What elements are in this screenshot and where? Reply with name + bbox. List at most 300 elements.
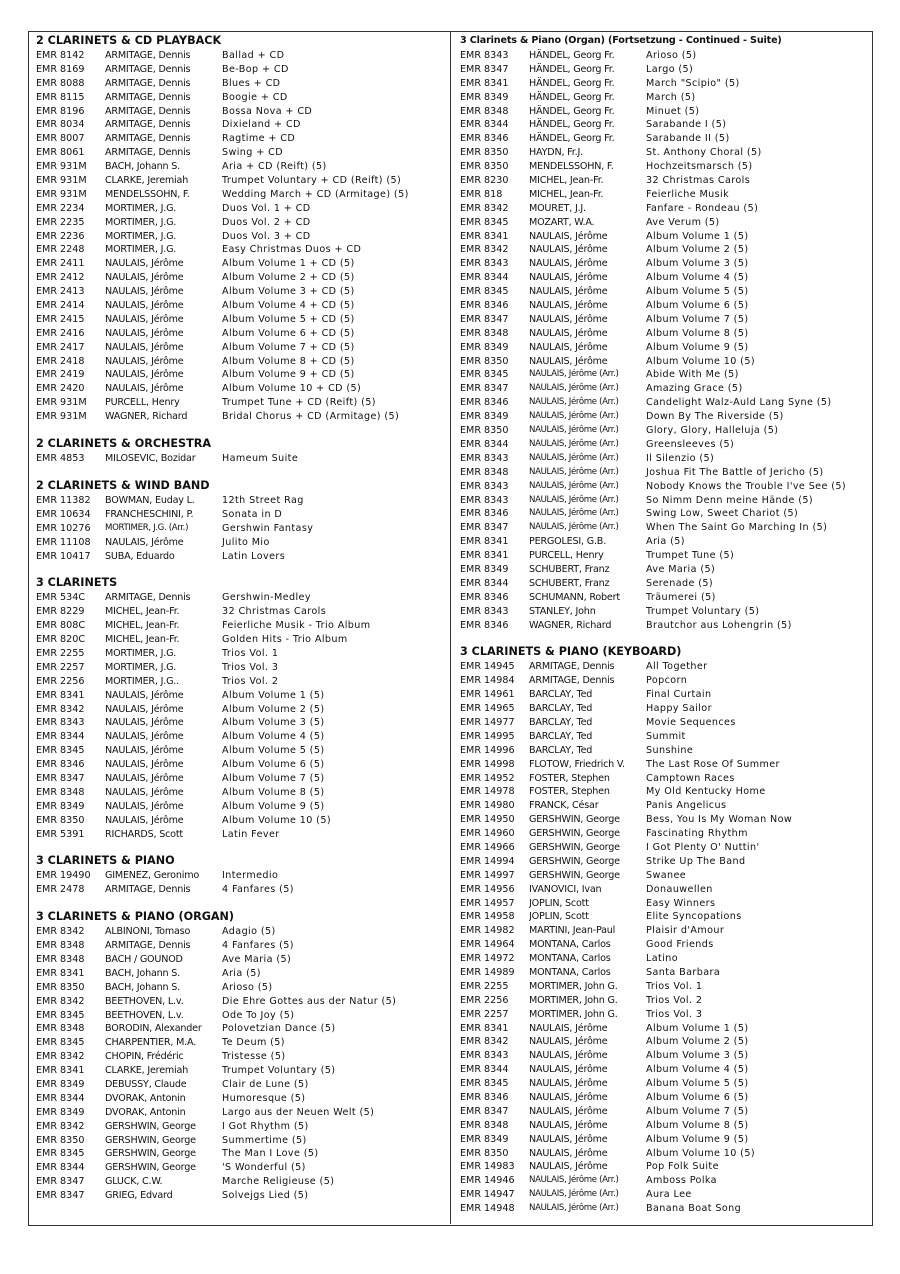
catalog-row: [460, 355, 870, 369]
catalog-row: [460, 1202, 870, 1216]
catalog-number: EMR 8341: [36, 689, 85, 701]
section-3-clarinets: [36, 563, 444, 841]
section-heading: 2 CLARINETS & WIND BAND: [36, 478, 210, 492]
catalog-number: EMR 8348: [460, 1119, 509, 1131]
section-gap: [36, 841, 444, 853]
catalog-number: EMR 14960: [460, 828, 515, 840]
work-title: Album Volume 8 (5): [646, 327, 749, 339]
composer: DVORAK, Antonin: [105, 1106, 186, 1118]
catalog-row: [36, 327, 444, 341]
work-title: Bess, You Is My Woman Now: [646, 814, 793, 826]
catalog-number: EMR 8343: [36, 717, 85, 729]
catalog-row: [36, 550, 444, 564]
composer: NAULAIS, Jérôme: [105, 369, 184, 381]
composer: HÄNDEL, Georg Fr.: [529, 50, 615, 61]
catalog-row: [460, 869, 870, 883]
catalog-row: [460, 1174, 870, 1188]
catalog-row: [460, 410, 870, 424]
catalog-number: EMR 8345: [36, 1148, 85, 1160]
section-heading: 2 CLARINETS & CD PLAYBACK: [36, 34, 222, 47]
catalog-row: [36, 758, 444, 772]
composer: NAULAIS, Jérôme (Arr.): [529, 508, 619, 519]
work-title: Album Volume 9 (5): [646, 341, 749, 353]
catalog-row: [460, 299, 870, 313]
catalog-number: EMR 8342: [460, 202, 509, 214]
catalog-number: EMR 14950: [460, 814, 515, 826]
composer: NAULAIS, Jérôme (Arr.): [529, 369, 619, 380]
composer: BACH, Johann S.: [105, 161, 180, 173]
work-title: Banana Boat Song: [646, 1203, 742, 1215]
catalog-number: EMR 8343: [460, 480, 509, 492]
work-title: Golden Hits - Trio Album: [222, 634, 348, 646]
catalog-row: [460, 980, 870, 994]
catalog-number: EMR 8342: [36, 1120, 85, 1132]
composer: MORTIMER, J.G..: [105, 675, 180, 687]
catalog-number: EMR 8343: [460, 494, 509, 506]
work-title: Easy Winners: [646, 897, 716, 909]
composer: MORTIMER, J.G.: [105, 661, 177, 673]
catalog-row: [460, 535, 870, 549]
composer: NAULAIS, Jérôme: [529, 1161, 608, 1173]
composer: RICHARDS, Scott: [105, 828, 183, 840]
work-title: Strike Up The Band: [646, 855, 746, 867]
composer: GERSHWIN, George: [529, 841, 620, 853]
composer: GERSHWIN, George: [529, 855, 620, 867]
catalog-row: [36, 341, 444, 355]
composer: NAULAIS, Jérôme (Arr.): [529, 452, 619, 463]
work-title: St. Anthony Choral (5): [646, 147, 762, 159]
catalog-row: [36, 716, 444, 730]
catalog-row: [460, 1119, 870, 1133]
work-title: Album Volume 10 (5): [646, 355, 755, 367]
work-title: 4 Fanfares (5): [222, 884, 294, 896]
work-title: Solvejgs Lied (5): [222, 1190, 309, 1202]
catalog-number: EMR 8349: [36, 1079, 85, 1090]
catalog-row: [460, 216, 870, 230]
catalog-number: EMR 2416: [36, 327, 85, 339]
composer: DEBUSSY, Claude: [105, 1079, 187, 1090]
catalog-number: EMR 14983: [460, 1161, 515, 1173]
composer: MORTIMER, John G.: [529, 1008, 618, 1020]
work-title: Julito Mio: [222, 536, 270, 548]
work-title: Album Volume 9 (5): [646, 1133, 749, 1145]
composer: NAULAIS, Jérôme: [529, 1050, 608, 1062]
catalog-number: EMR 14965: [460, 703, 515, 715]
work-title: Abide With Me (5): [646, 369, 739, 381]
work-title: Hochzeitsmarsch (5): [646, 161, 753, 173]
composer: BARCLAY, Ted: [529, 716, 593, 728]
composer: FLOTOW, Friedrich V.: [529, 758, 625, 770]
work-title: Album Volume 5 (5): [646, 1078, 749, 1090]
work-title: Album Volume 5 + CD (5): [222, 313, 355, 325]
catalog-number: EMR 2255: [36, 647, 85, 659]
catalog-number: EMR 8346: [460, 300, 509, 312]
composer: NAULAIS, Jérôme: [105, 703, 184, 715]
work-title: Album Volume 2 (5): [646, 1036, 749, 1048]
catalog-number: EMR 8229: [36, 606, 85, 618]
composer: WAGNER, Richard: [105, 411, 188, 423]
catalog-row: [36, 1147, 444, 1161]
catalog-number: EMR 8346: [460, 619, 509, 631]
catalog-number: EMR 8350: [36, 981, 85, 993]
composer: NAULAIS, Jérôme (Arr.): [529, 411, 619, 422]
catalog-number: EMR 8341: [460, 77, 509, 89]
catalog-row: [460, 827, 870, 841]
composer: FOSTER, Stephen: [529, 772, 610, 784]
catalog-row: [36, 828, 444, 842]
catalog-row: [36, 216, 444, 230]
catalog-number: EMR 8349: [36, 1106, 85, 1118]
catalog-number: EMR 8344: [36, 731, 85, 743]
catalog-number: EMR 2418: [36, 355, 85, 367]
catalog-row: [36, 146, 444, 160]
composer: NAULAIS, Jérôme: [529, 1105, 608, 1117]
composer: BARCLAY, Ted: [529, 744, 593, 756]
work-title: Latin Lovers: [222, 550, 286, 562]
catalog-number: EMR 8196: [36, 105, 85, 117]
catalog-number: EMR 8349: [460, 563, 509, 575]
catalog-row: [460, 813, 870, 827]
catalog-number: EMR 2234: [36, 202, 85, 214]
work-title: Ave Maria (5): [222, 953, 292, 965]
work-title: Ragtime + CD: [222, 133, 296, 145]
catalog-number: EMR 8345: [36, 1009, 85, 1021]
composer: BACH, Johann S.: [105, 967, 180, 979]
composer: NAULAIS, Jérôme: [529, 1133, 608, 1145]
catalog-number: EMR 8349: [460, 91, 509, 103]
composer: NAULAIS, Jérôme: [105, 355, 184, 367]
catalog-number: EMR 8344: [460, 438, 509, 450]
catalog-number: EMR 8347: [460, 383, 509, 395]
catalog-row: [36, 1022, 444, 1036]
work-title: Largo aus der Neuen Welt (5): [222, 1106, 375, 1118]
work-title: Album Volume 1 (5): [646, 1022, 749, 1034]
catalog-row: [460, 382, 870, 396]
catalog-number: EMR 8347: [36, 1176, 85, 1188]
catalog-row: [460, 952, 870, 966]
catalog-number: EMR 14997: [460, 869, 515, 881]
catalog-number: EMR 8169: [36, 63, 85, 75]
composer: NAULAIS, Jérôme (Arr.): [529, 397, 619, 408]
composer: MORTIMER, John G.: [529, 994, 618, 1006]
catalog-number: EMR 931M: [36, 188, 87, 200]
catalog-row: [36, 1064, 444, 1078]
catalog-number: EMR 8343: [460, 50, 509, 61]
section-gap: [36, 897, 444, 909]
catalog-row: [460, 438, 870, 452]
catalog-number: EMR 14982: [460, 925, 515, 937]
catalog-row: [460, 146, 870, 160]
catalog-row: [460, 1022, 870, 1036]
catalog-row: [460, 1035, 870, 1049]
composer: NAULAIS, Jérôme (Arr.): [529, 425, 619, 436]
composer: GERSHWIN, George: [529, 869, 620, 881]
catalog-number: EMR 8347: [460, 63, 509, 75]
catalog-row: [460, 716, 870, 730]
composer: HÄNDEL, Georg Fr.: [529, 119, 615, 131]
composer: HÄNDEL, Georg Fr.: [529, 77, 615, 89]
catalog-number: EMR 8344: [460, 577, 509, 589]
work-title: Aria + CD (Reift) (5): [222, 161, 327, 173]
work-title: Album Volume 2 (5): [646, 244, 749, 256]
catalog-number: EMR 14998: [460, 758, 515, 770]
catalog-number: EMR 8343: [460, 605, 509, 617]
work-title: Nobody Knows the Trouble I've See (5): [646, 480, 847, 492]
catalog-number: EMR 8350: [36, 814, 85, 826]
composer: MILOSEVIC, Bozidar: [105, 453, 196, 465]
composer: MORTIMER, J.G. (Arr.): [105, 522, 189, 533]
catalog-number: EMR 8034: [36, 119, 85, 131]
work-title: Gershwin Fantasy: [222, 522, 314, 534]
work-title: Trios Vol. 2: [222, 675, 279, 687]
catalog-number: EMR 8345: [460, 216, 509, 228]
composer: NAULAIS, Jérôme: [529, 1092, 608, 1104]
composer: MORTIMER, J.G.: [105, 230, 177, 242]
composer: MICHEL, Jean-Fr.: [105, 606, 180, 618]
composer: BACH / GOUNOD: [105, 953, 183, 965]
catalog-row: [460, 480, 870, 494]
work-title: Feierliche Musik - Trio Album: [222, 620, 371, 632]
work-title: Trumpet Voluntary (5): [222, 1065, 336, 1077]
work-title: Album Volume 7 (5): [222, 772, 325, 784]
section-3-clarinets-piano-organ-fortsetzung-cont: [460, 33, 870, 632]
composer: ARMITAGE, Dennis: [105, 147, 191, 159]
catalog-row: [36, 591, 444, 605]
catalog-number: EMR 2257: [36, 661, 85, 673]
composer: ARMITAGE, Dennis: [105, 133, 191, 145]
catalog-row: [36, 410, 444, 424]
work-title: Die Ehre Gottes aus der Natur (5): [222, 995, 397, 1007]
catalog-number: EMR 5391: [36, 828, 85, 840]
work-title: Sunshine: [646, 744, 694, 756]
work-title: Album Volume 3 + CD (5): [222, 286, 355, 298]
catalog-row: [36, 91, 444, 105]
composer: NAULAIS, Jérôme: [529, 286, 608, 298]
catalog-number: EMR 2411: [36, 258, 85, 270]
catalog-row: [36, 939, 444, 953]
work-title: Ode To Joy (5): [222, 1009, 295, 1021]
composer: MENDELSSOHN, F.: [105, 188, 190, 200]
catalog-number: EMR 14994: [460, 855, 515, 867]
work-title: March (5): [646, 91, 696, 103]
composer: STANLEY, John: [529, 605, 596, 617]
work-title: Clair de Lune (5): [222, 1079, 309, 1090]
catalog-number: EMR 8348: [460, 327, 509, 339]
work-title: When The Saint Go Marching In (5): [646, 522, 828, 534]
composer: NAULAIS, Jérôme: [529, 1119, 608, 1131]
composer: BARCLAY, Ted: [529, 703, 593, 715]
composer: NAULAIS, Jérôme (Arr.): [529, 494, 619, 505]
catalog-number: EMR 8343: [460, 258, 509, 270]
work-title: All Together: [646, 661, 708, 673]
work-title: 12th Street Rag: [222, 494, 304, 506]
catalog-row: [460, 105, 870, 119]
work-title: Il Silenzio (5): [646, 452, 715, 464]
catalog-number: EMR 8349: [460, 411, 509, 423]
catalog-row: [460, 744, 870, 758]
column-divider: [450, 31, 451, 1224]
composer: BORODIN, Alexander: [105, 1023, 202, 1035]
catalog-number: EMR 8348: [460, 466, 509, 478]
catalog-row: [460, 1077, 870, 1091]
catalog-row: [36, 77, 444, 91]
work-title: Album Volume 2 (5): [222, 703, 325, 715]
composer: NAULAIS, Jérôme: [529, 1022, 608, 1034]
composer: SUBA, Eduardo: [105, 550, 175, 562]
composer: HÄNDEL, Georg Fr.: [529, 91, 615, 103]
catalog-row: [36, 355, 444, 369]
work-title: The Last Rose Of Summer: [646, 758, 780, 770]
catalog-row: [460, 63, 870, 77]
work-title: Serenade (5): [646, 577, 714, 589]
work-title: Album Volume 4 (5): [646, 1064, 749, 1076]
catalog-row: [36, 730, 444, 744]
catalog-row: [36, 382, 444, 396]
section-2-clarinets-wind-band: [36, 466, 444, 563]
catalog-row: [460, 1063, 870, 1077]
catalog-number: EMR 931M: [36, 397, 87, 409]
catalog-number: EMR 2415: [36, 313, 85, 325]
catalog-number: EMR 8344: [460, 272, 509, 284]
catalog-row: [460, 660, 870, 674]
catalog-number: EMR 8345: [460, 286, 509, 298]
catalog-number: EMR 8348: [36, 786, 85, 798]
catalog-row: [460, 160, 870, 174]
work-title: Humoresque (5): [222, 1092, 306, 1104]
catalog-number: EMR 2255: [460, 980, 509, 992]
work-title: Trios Vol. 3: [222, 661, 279, 673]
catalog-number: EMR 14958: [460, 911, 515, 923]
catalog-number: EMR 11108: [36, 536, 91, 548]
composer: MONTANA, Carlos: [529, 953, 611, 965]
composer: HÄNDEL, Georg Fr.: [529, 105, 615, 117]
composer: ARMITAGE, Dennis: [105, 91, 191, 103]
catalog-number: EMR 10417: [36, 550, 91, 562]
catalog-number: EMR 8345: [460, 369, 509, 381]
section-gap: [460, 632, 870, 644]
catalog-number: EMR 8341: [36, 1065, 85, 1077]
catalog-row: [460, 341, 870, 355]
composer: NAULAIS, Jérôme: [105, 300, 184, 312]
work-title: Hameum Suite: [222, 453, 299, 465]
catalog-number: EMR 2236: [36, 230, 85, 242]
catalog-row: [460, 327, 870, 341]
catalog-row: [460, 1188, 870, 1202]
work-title: Album Volume 10 (5): [222, 814, 331, 826]
catalog-row: [460, 507, 870, 521]
work-title: Sarabande I (5): [646, 119, 727, 131]
catalog-row: [460, 313, 870, 327]
catalog-row: [36, 396, 444, 410]
catalog-number: EMR 8346: [460, 508, 509, 520]
catalog-number: EMR 14980: [460, 800, 515, 812]
catalog-row: [36, 174, 444, 188]
composer: DVORAK, Antonin: [105, 1092, 186, 1104]
catalog-row: [460, 466, 870, 480]
catalog-number: EMR 8350: [460, 161, 509, 173]
work-title: Album Volume 1 (5): [222, 689, 325, 701]
composer: HÄNDEL, Georg Fr.: [529, 63, 615, 75]
catalog-row: [36, 160, 444, 174]
catalog-number: EMR 8341: [36, 967, 85, 979]
section-gap: [36, 563, 444, 575]
work-title: Album Volume 8 + CD (5): [222, 355, 355, 367]
work-title: My Old Kentucky Home: [646, 786, 766, 798]
catalog-row: [36, 368, 444, 382]
catalog-number: EMR 8347: [460, 1105, 509, 1117]
composer: ARMITAGE, Dennis: [105, 50, 191, 61]
work-title: Träumerei (5): [646, 591, 716, 603]
composer: NAULAIS, Jérôme: [529, 327, 608, 339]
catalog-number: EMR 10634: [36, 508, 91, 520]
catalog-row: [460, 1133, 870, 1147]
catalog-number: EMR 8348: [36, 940, 85, 952]
composer: BEETHOVEN, L.v.: [105, 995, 184, 1007]
catalog-number: EMR 8350: [460, 425, 509, 437]
catalog-number: EMR 931M: [36, 161, 87, 173]
catalog-row: [460, 230, 870, 244]
work-title: Bossa Nova + CD: [222, 105, 313, 117]
catalog-row: [460, 1147, 870, 1161]
catalog-row: [36, 202, 444, 216]
composer: JOPLIN, Scott: [529, 897, 589, 909]
catalog-number: EMR 8346: [460, 1092, 509, 1104]
catalog-row: [460, 1160, 870, 1174]
work-title: Amazing Grace (5): [646, 383, 743, 395]
work-title: Trumpet Voluntary + CD (Reift) (5): [222, 175, 402, 187]
catalog-row: [460, 897, 870, 911]
composer: CLARKE, Jeremiah: [105, 175, 189, 187]
catalog-number: EMR 8341: [460, 230, 509, 242]
catalog-number: EMR 2420: [36, 383, 85, 395]
section-gap: [36, 466, 444, 478]
work-title: Aria (5): [222, 967, 261, 979]
composer: NAULAIS, Jérôme: [529, 1036, 608, 1048]
composer: NAULAIS, Jérôme: [105, 814, 184, 826]
work-title: Fanfare - Rondeau (5): [646, 202, 759, 214]
composer: NAULAIS, Jérôme: [529, 1147, 608, 1159]
catalog-row: [460, 77, 870, 91]
catalog-row: [36, 772, 444, 786]
composer: BARCLAY, Ted: [529, 689, 593, 701]
composer: CLARKE, Jeremiah: [105, 1065, 189, 1077]
catalog-number: EMR 14989: [460, 967, 515, 978]
work-title: Movie Sequences: [646, 716, 736, 728]
composer: FOSTER, Stephen: [529, 786, 610, 798]
catalog-row: [460, 910, 870, 924]
catalog-row: [460, 563, 870, 577]
catalog-number: EMR 14966: [460, 841, 515, 853]
catalog-row: [36, 675, 444, 689]
composer: BARCLAY, Ted: [529, 730, 593, 742]
work-title: 32 Christmas Carols: [646, 175, 751, 187]
composer: GERSHWIN, George: [529, 828, 620, 840]
catalog-number: EMR 14972: [460, 953, 515, 965]
catalog-number: EMR 14957: [460, 897, 515, 909]
section-heading: 3 Clarinets & Piano (Organ) (Fortsetzung - Continued - Suite): [460, 35, 782, 46]
catalog-row: [460, 494, 870, 508]
catalog-number: EMR 2417: [36, 341, 85, 353]
catalog-row: [36, 1092, 444, 1106]
catalog-row: [460, 577, 870, 591]
catalog-number: EMR 818: [460, 188, 503, 200]
work-title: Largo (5): [646, 63, 694, 75]
work-title: 4 Fanfares (5): [222, 940, 294, 952]
catalog-number: EMR 8342: [36, 703, 85, 715]
work-title: Adagio (5): [222, 926, 276, 938]
composer: FRANCK, César: [529, 800, 599, 812]
composer: PURCELL, Henry: [105, 397, 180, 409]
